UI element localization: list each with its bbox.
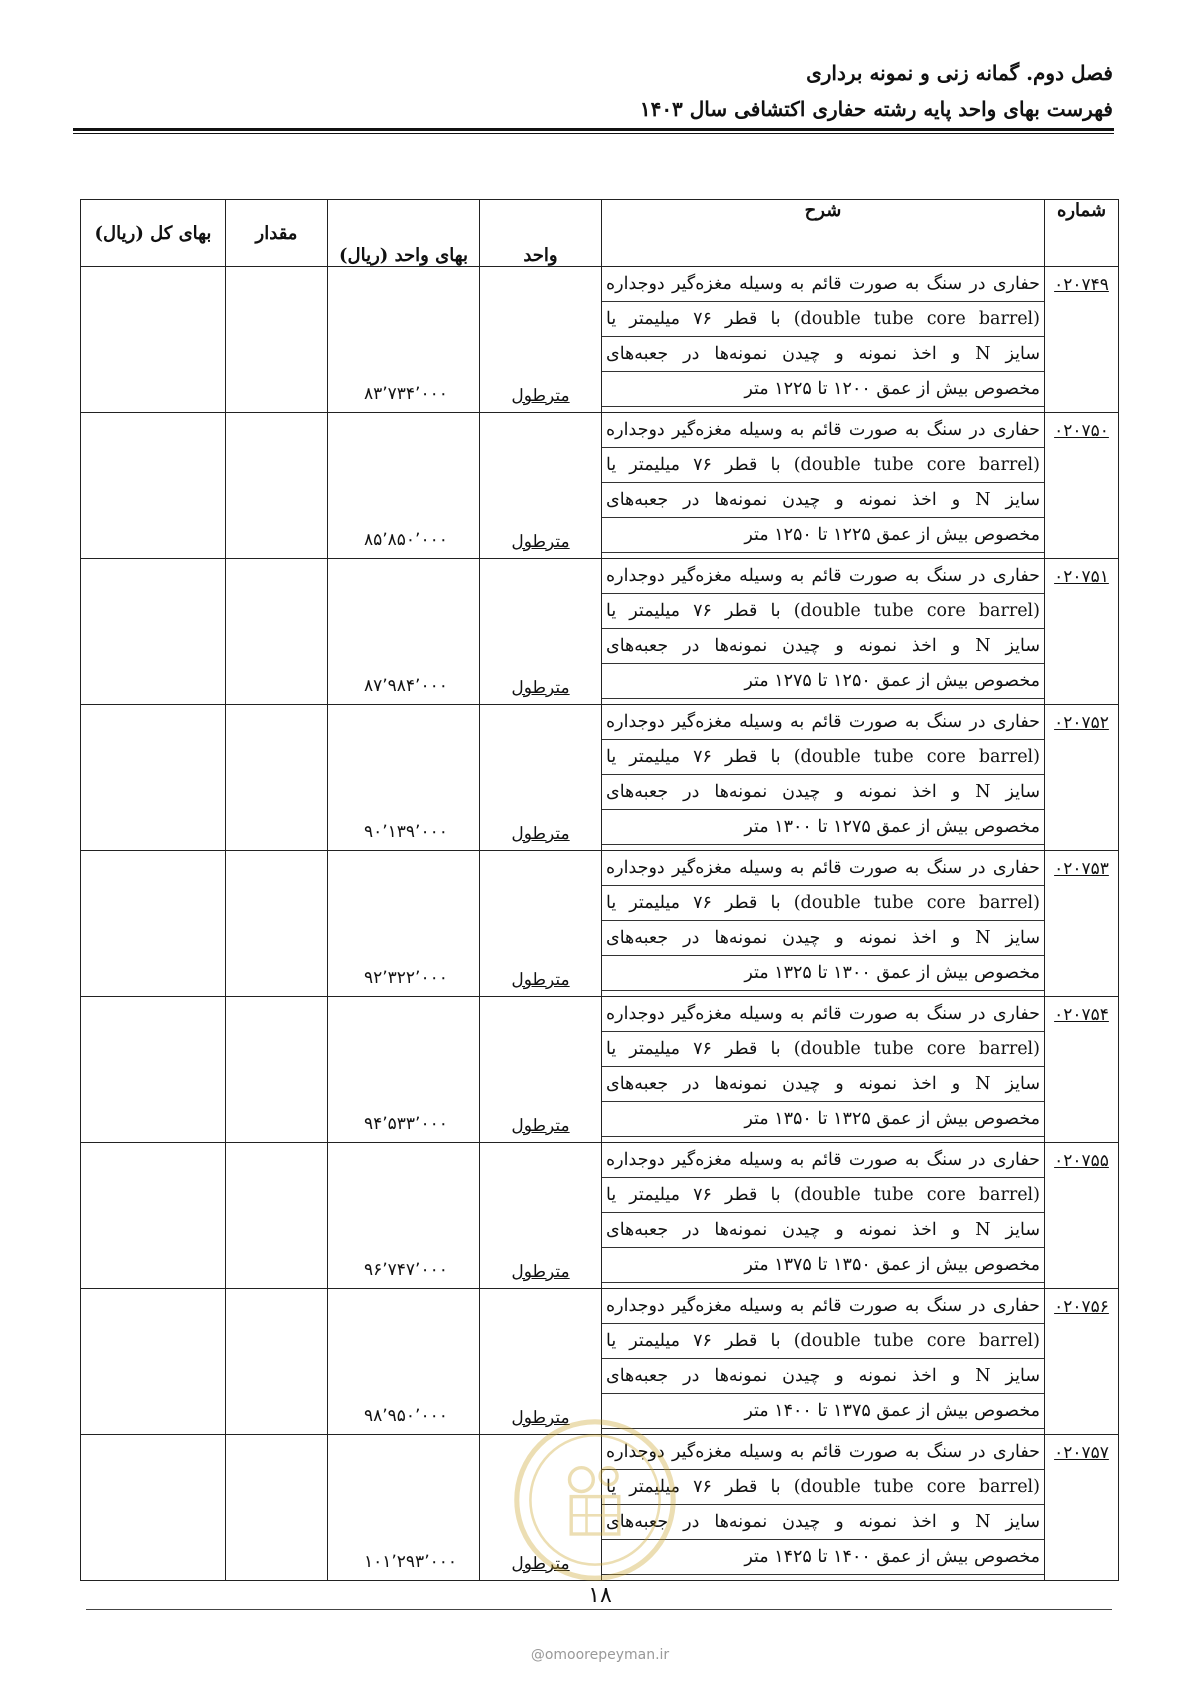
description-line: مخصوص بیش از عمق ۱۳۲۵ تا ۱۳۵۰ متر (602, 1102, 1044, 1137)
chapter-title: فصل دوم. گمانه زنی و نمونه برداری (806, 61, 1113, 85)
unit-label: مترطول (511, 532, 570, 552)
cell-unit-price (328, 413, 480, 559)
description-line: (double tube core barrel) با قطر ۷۶ میلیمتر یا (602, 1178, 1044, 1213)
cell-description (602, 705, 1045, 851)
description-line: مخصوص بیش از عمق ۱۳۷۵ تا ۱۴۰۰ متر (602, 1394, 1044, 1429)
description-line: سایز N و اخذ نمونه و چیدن نمونه‌ها در جعبه‌های (602, 921, 1044, 956)
description-line: مخصوص بیش از عمق ۱۲۷۵ تا ۱۳۰۰ متر (602, 810, 1044, 845)
description-line: سایز N و اخذ نمونه و چیدن نمونه‌ها در جعبه‌های (602, 629, 1044, 664)
table-row (81, 997, 1119, 1143)
unit-label: مترطول (511, 1554, 570, 1574)
cell-description (602, 1289, 1045, 1435)
cell-unit (480, 1289, 602, 1435)
cell-description (602, 1143, 1045, 1289)
description-line: حفاری در سنگ به صورت قائم به وسیله مغزه‌گیر دوجداره (602, 267, 1044, 302)
description-line: (double tube core barrel) با قطر ۷۶ میلیمتر یا (602, 886, 1044, 921)
cell-unit (480, 267, 602, 413)
col-header-description: شرح (602, 200, 1045, 267)
header-rule-thick (73, 128, 1114, 131)
description-line: حفاری در سنگ به صورت قائم به وسیله مغزه‌گیر دوجداره (602, 1289, 1044, 1324)
unit-label: مترطول (511, 824, 570, 844)
cell-quantity (226, 1143, 328, 1289)
cell-total-price (81, 559, 226, 705)
price-table (80, 199, 1119, 1581)
unit-label: مترطول (511, 678, 570, 698)
description-line: سایز N و اخذ نمونه و چیدن نمونه‌ها در جعبه‌های (602, 1359, 1044, 1394)
unit-price-value: ۹۶٬۷۴۷٬۰۰۰ (364, 1260, 448, 1280)
cell-unit (480, 705, 602, 851)
cell-number (1045, 1143, 1119, 1289)
description-line: (double tube core barrel) با قطر ۷۶ میلیمتر یا (602, 302, 1044, 337)
cell-number (1045, 705, 1119, 851)
cell-total-price (81, 1435, 226, 1581)
unit-label: مترطول (511, 1262, 570, 1282)
cell-total-price (81, 1289, 226, 1435)
description-line: حفاری در سنگ به صورت قائم به وسیله مغزه‌گیر دوجداره (602, 1435, 1044, 1470)
cell-unit-price (328, 1289, 480, 1435)
cell-description (602, 267, 1045, 413)
cell-total-price (81, 997, 226, 1143)
cell-number (1045, 851, 1119, 997)
cell-total-price (81, 1143, 226, 1289)
cell-number (1045, 1435, 1119, 1581)
cell-unit (480, 559, 602, 705)
cell-quantity (226, 559, 328, 705)
description-line: حفاری در سنگ به صورت قائم به وسیله مغزه‌گیر دوجداره (602, 851, 1044, 886)
col-header-total-price: بهای کل (ریال) (81, 200, 226, 267)
table-row (81, 413, 1119, 559)
unit-label: مترطول (511, 386, 570, 406)
description-line: حفاری در سنگ به صورت قائم به وسیله مغزه‌گیر دوجداره (602, 1143, 1044, 1178)
cell-quantity (226, 851, 328, 997)
unit-price-value: ۱۰۱٬۲۹۳٬۰۰۰ (364, 1552, 457, 1572)
col-header-unit-price: بهای واحد (ریال) (328, 200, 480, 267)
item-number: ۰۲۰۷۵۴ (1054, 1005, 1109, 1025)
unit-price-value: ۹۲٬۳۲۲٬۰۰۰ (364, 968, 448, 988)
description-line: مخصوص بیش از عمق ۱۳۵۰ تا ۱۳۷۵ متر (602, 1248, 1044, 1283)
description-line: سایز N و اخذ نمونه و چیدن نمونه‌ها در جعبه‌های (602, 337, 1044, 372)
description-line: (double tube core barrel) با قطر ۷۶ میلیمتر یا (602, 448, 1044, 483)
description-line: حفاری در سنگ به صورت قائم به وسیله مغزه‌گیر دوجداره (602, 559, 1044, 594)
unit-price-value: ۹۴٬۵۳۳٬۰۰۰ (364, 1114, 448, 1134)
cell-quantity (226, 413, 328, 559)
description-line: سایز N و اخذ نمونه و چیدن نمونه‌ها در جعبه‌های (602, 1505, 1044, 1540)
table-row (81, 267, 1119, 413)
watermark-text: @omoorepeyman.ir (530, 1647, 670, 1663)
unit-label: مترطول (511, 970, 570, 990)
table-row (81, 559, 1119, 705)
cell-unit-price (328, 1143, 480, 1289)
item-number: ۰۲۰۷۵۳ (1054, 859, 1109, 879)
item-number: ۰۲۰۷۵۵ (1054, 1151, 1109, 1171)
document-title: فهرست بهای واحد پایه رشته حفاری اکتشافی سال ۱۴۰۳ (639, 97, 1113, 121)
item-number: ۰۲۰۷۵۱ (1054, 567, 1109, 587)
cell-number (1045, 413, 1119, 559)
unit-price-value: ۹۸٬۹۵۰٬۰۰۰ (364, 1406, 448, 1426)
cell-unit-price (328, 997, 480, 1143)
cell-unit (480, 997, 602, 1143)
description-line: حفاری در سنگ به صورت قائم به وسیله مغزه‌گیر دوجداره (602, 997, 1044, 1032)
table-row (81, 851, 1119, 997)
unit-price-value: ۸۳٬۷۳۴٬۰۰۰ (364, 384, 448, 404)
cell-quantity (226, 267, 328, 413)
cell-unit (480, 851, 602, 997)
description-line: (double tube core barrel) با قطر ۷۶ میلیمتر یا (602, 1470, 1044, 1505)
unit-label: مترطول (511, 1408, 570, 1428)
page-header (73, 58, 1113, 124)
page-number: ۱۸ (588, 1583, 612, 1608)
description-line: مخصوص بیش از عمق ۱۲۲۵ تا ۱۲۵۰ متر (602, 518, 1044, 553)
unit-price-value: ۸۷٬۹۸۴٬۰۰۰ (364, 676, 448, 696)
cell-description (602, 851, 1045, 997)
cell-quantity (226, 997, 328, 1143)
cell-unit-price (328, 851, 480, 997)
description-line: سایز N و اخذ نمونه و چیدن نمونه‌ها در جعبه‌های (602, 1213, 1044, 1248)
description-line: مخصوص بیش از عمق ۱۲۰۰ تا ۱۲۲۵ متر (602, 372, 1044, 407)
cell-number (1045, 1289, 1119, 1435)
cell-unit-price (328, 559, 480, 705)
item-number: ۰۲۰۷۵۷ (1054, 1443, 1109, 1463)
description-line: حفاری در سنگ به صورت قائم به وسیله مغزه‌گیر دوجداره (602, 413, 1044, 448)
col-header-quantity: مقدار (226, 200, 328, 267)
description-line: سایز N و اخذ نمونه و چیدن نمونه‌ها در جعبه‌های (602, 483, 1044, 518)
item-number: ۰۲۰۷۵۰ (1054, 421, 1109, 441)
cell-unit (480, 1143, 602, 1289)
cell-description (602, 997, 1045, 1143)
description-line: مخصوص بیش از عمق ۱۳۰۰ تا ۱۳۲۵ متر (602, 956, 1044, 991)
description-line: (double tube core barrel) با قطر ۷۶ میلیمتر یا (602, 1324, 1044, 1359)
unit-price-value: ۸۵٬۸۵۰٬۰۰۰ (364, 530, 448, 550)
cell-description (602, 559, 1045, 705)
description-line: سایز N و اخذ نمونه و چیدن نمونه‌ها در جعبه‌های (602, 775, 1044, 810)
description-line: مخصوص بیش از عمق ۱۴۰۰ تا ۱۴۲۵ متر (602, 1540, 1044, 1575)
cell-unit-price (328, 705, 480, 851)
cell-number (1045, 997, 1119, 1143)
cell-number (1045, 559, 1119, 705)
table-row (81, 1143, 1119, 1289)
col-header-unit: واحد (480, 200, 602, 267)
cell-total-price (81, 705, 226, 851)
cell-total-price (81, 851, 226, 997)
item-number: ۰۲۰۷۵۶ (1054, 1297, 1109, 1317)
description-line: (double tube core barrel) با قطر ۷۶ میلیمتر یا (602, 1032, 1044, 1067)
footer-rule (86, 1609, 1112, 1610)
header-rule-thin (73, 133, 1114, 134)
table-row (81, 705, 1119, 851)
cell-unit (480, 413, 602, 559)
cell-description (602, 413, 1045, 559)
description-line: مخصوص بیش از عمق ۱۲۵۰ تا ۱۲۷۵ متر (602, 664, 1044, 699)
description-line: (double tube core barrel) با قطر ۷۶ میلیمتر یا (602, 740, 1044, 775)
item-number: ۰۲۰۷۵۲ (1054, 713, 1109, 733)
cell-quantity (226, 1289, 328, 1435)
description-line: (double tube core barrel) با قطر ۷۶ میلیمتر یا (602, 594, 1044, 629)
table-header-row (81, 200, 1119, 267)
cell-quantity (226, 705, 328, 851)
unit-price-value: ۹۰٬۱۳۹٬۰۰۰ (364, 822, 448, 842)
item-number: ۰۲۰۷۴۹ (1054, 275, 1109, 295)
description-line: حفاری در سنگ به صورت قائم به وسیله مغزه‌گیر دوجداره (602, 705, 1044, 740)
cell-number (1045, 267, 1119, 413)
seal-watermark-icon (510, 1415, 680, 1585)
cell-unit-price (328, 1435, 480, 1581)
cell-total-price (81, 267, 226, 413)
cell-unit-price (328, 267, 480, 413)
description-line: سایز N و اخذ نمونه و چیدن نمونه‌ها در جعبه‌های (602, 1067, 1044, 1102)
cell-total-price (81, 413, 226, 559)
table-row (81, 1289, 1119, 1435)
col-header-number: شماره (1045, 200, 1119, 267)
unit-label: مترطول (511, 1116, 570, 1136)
cell-quantity (226, 1435, 328, 1581)
